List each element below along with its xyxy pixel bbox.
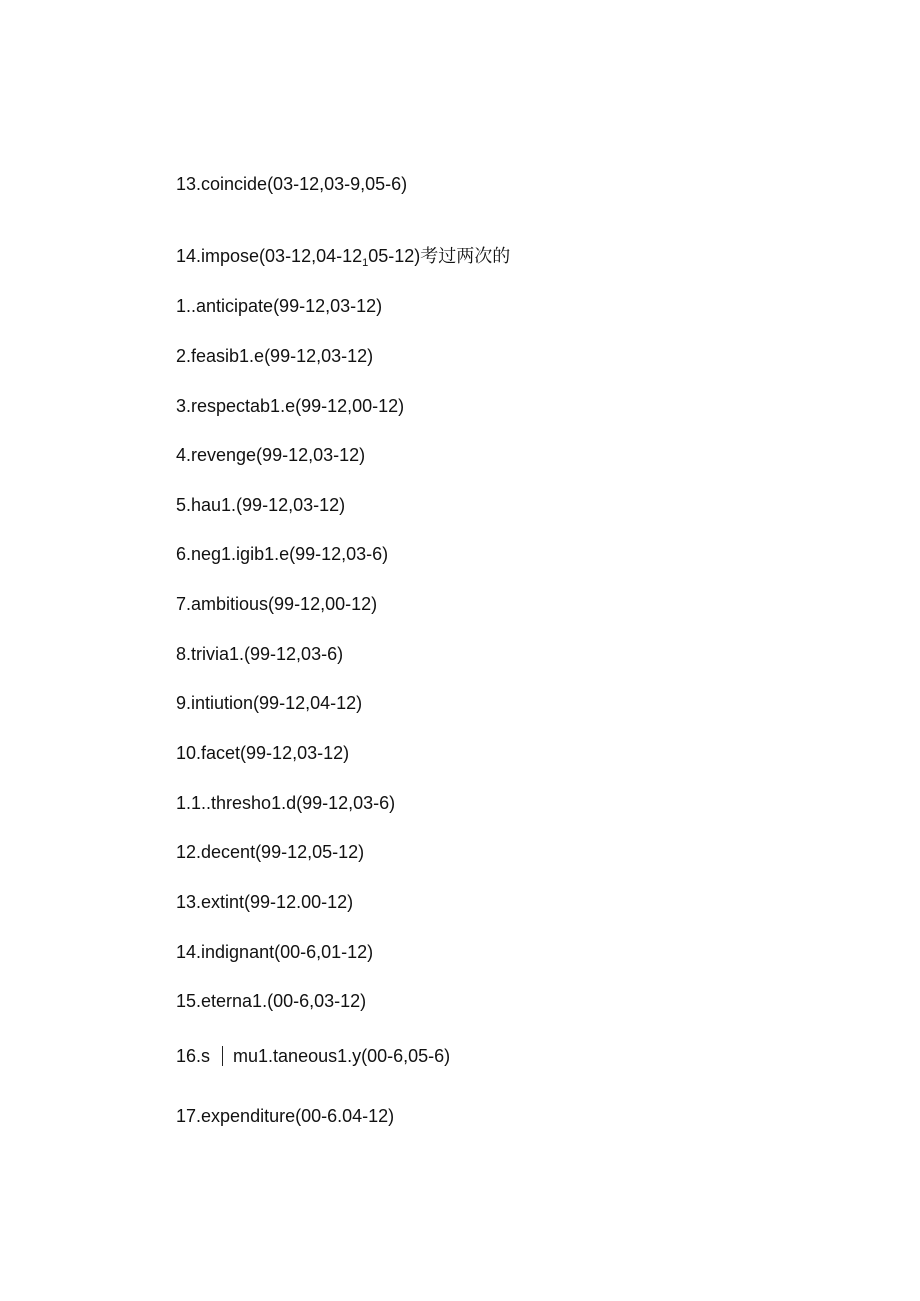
word-entry: 15.eterna1.(00-6,03-12) [176, 991, 367, 1011]
word-entry: 1.1..thresho1.d(99-12,03-6) [176, 793, 396, 813]
word-entry-text: 05-12)考过两次的 [368, 246, 511, 266]
word-entry: 4.revenge(99-12,03-12) [176, 445, 366, 465]
word-entry: 6.neg1.igib1.e(99-12,03-6) [176, 544, 389, 564]
word-entry-text: 14.impose(03-12,04-12 [176, 246, 363, 266]
word-entry: 9.intiution(99-12,04-12) [176, 693, 363, 713]
word-entry: 14.indignant(00-6,01-12) [176, 942, 374, 962]
word-entry-text: 16.s [176, 1046, 211, 1066]
subscript-mark: 1 [362, 257, 369, 269]
vertical-separator [222, 1046, 223, 1066]
word-entry: 17.expenditure(00-6.04-12) [176, 1106, 395, 1126]
word-entry: 13.extint(99-12.00-12) [176, 892, 354, 912]
word-entry: 3.respectab1.e(99-12,00-12) [176, 396, 405, 416]
word-entry: 7.ambitious(99-12,00-12) [176, 594, 378, 614]
word-entry: 12.decent(99-12,05-12) [176, 842, 365, 862]
word-entry: 1..anticipate(99-12,03-12) [176, 296, 383, 316]
word-entry-text: mu1.taneous1.y(00-6,05-6) [233, 1046, 451, 1066]
word-entry [176, 1045, 450, 1067]
word-entry: 10.facet(99-12,03-12) [176, 743, 350, 763]
word-entry: 5.hau1.(99-12,03-12) [176, 495, 346, 515]
word-entry: 13.coincide(03-12,03-9,05-6) [176, 174, 408, 194]
word-entry [176, 245, 510, 274]
word-entry: 8.trivia1.(99-12,03-6) [176, 644, 344, 664]
word-entry: 2.feasib1.e(99-12,03-12) [176, 346, 374, 366]
